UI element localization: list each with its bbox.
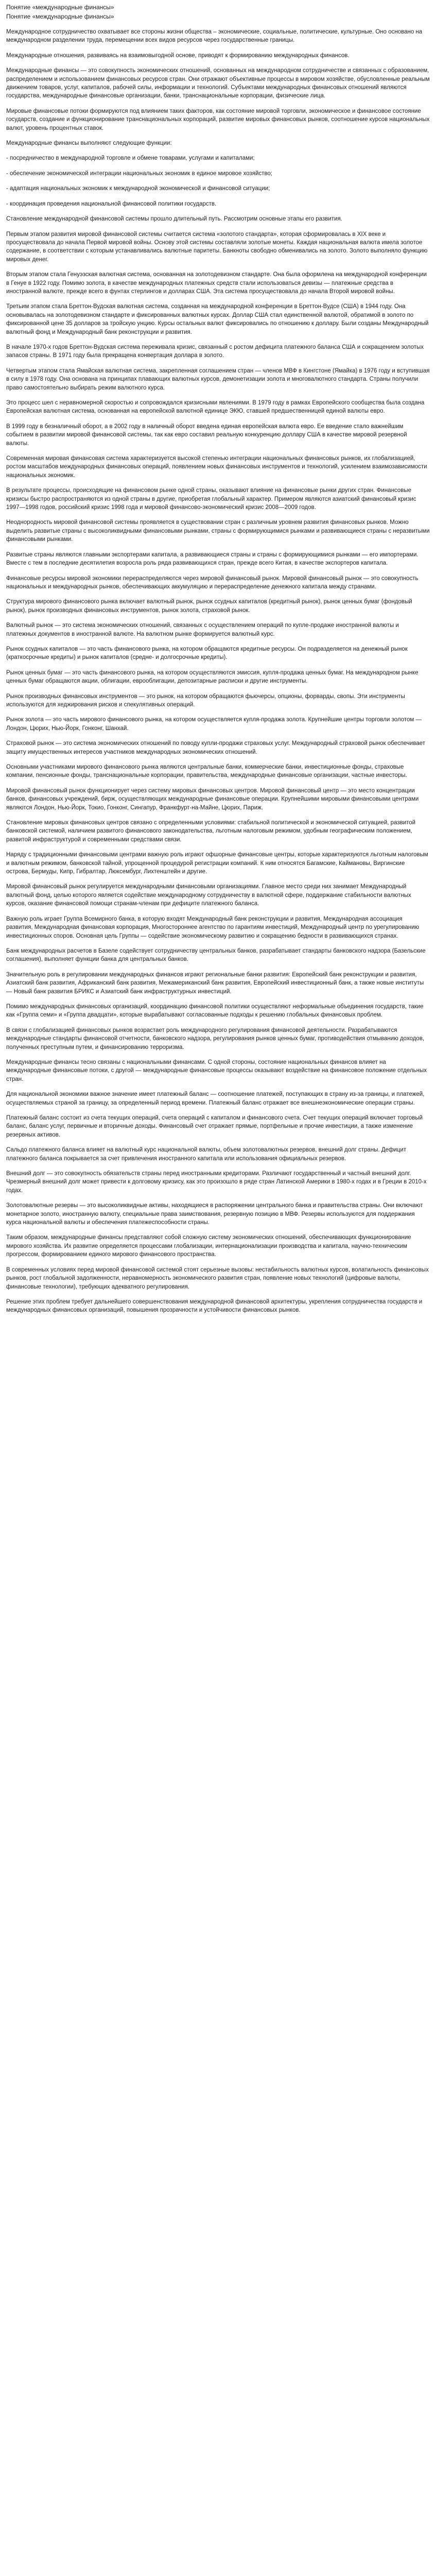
paragraph: Финансовые ресурсы мировой экономики перераспределяются через мировой финансовый рынок. Мировой финансовый рынок — это совокупность национальных и международных рынков, обеспечивающих аккумуляцию и перераспределение денежного капитала между странами. <box>6 575 418 590</box>
paragraph: В современных условиях перед мировой финансовой системой стоят серьезные вызовы: нестабильность валютных курсов, волатильность финансовых рынков, рост глобальной задолженности, неравномерность экономического развития стран, появление новых технологий (цифровые валюты, финансовые технологии), требующих адекватного регулирования. <box>6 1266 429 1290</box>
paragraph: В начале 1970-х годов Бреттон-Вудская система переживала кризис, связанный с ростом дефицита платежного баланса США и сокращением золотых запасов страны. В 1971 году была прекращена конвертация доллара в золото. <box>6 344 424 359</box>
functions-list <box>6 154 430 208</box>
paragraph: Неоднородность мировой финансовой системы проявляется в существовании стран с различным уровнем развития финансовых рынков. Можно выделить развитые страны с высоколиквидными финансовыми рынками, страны с формирующимися рынками и развивающиеся страны с неразвитыми финансовыми рынками. <box>6 519 430 543</box>
paragraph: Международные финансы выполняют следующие функции: <box>6 140 172 147</box>
paragraph: Третьим этапом стала Бреттон-Вудская валютная система, созданная на международной конференции в Бреттон-Вудсе (США) в 1944 году. Она основывалась на золотодевизном стандарте и фиксированных валютных курсах. Доллар США стал единственной валютой, обратимой в золото по фиксированной цене 35 долларов за тройскую унцию. Курсы остальных валют фиксировались по отношению к доллару. Были созданы Международный валютный фонд и Международный банк реконструкции и развития. <box>6 303 429 335</box>
document-page <box>6 3 430 2576</box>
paragraph: Значительную роль в регулировании международных финансов играют региональные банки развития: Европейский банк реконструкции и развития, Азиатский банк развития, Африканский банк развития, Межамериканский банк развития, Европейский инвестиционный банк, а также новые институты — Новый банк развития БРИКС и Азиатский банк инфраструктурных инвестиций. <box>6 971 424 995</box>
paragraph: Рынок ссудных капиталов — это часть финансового рынка, на котором обращаются кредитные ресурсы. Он подразделяется на денежный рынок (краткосрочные кредиты) и рынок капиталов (средне- и долгосрочные кредиты). <box>6 646 408 661</box>
paragraph: Становление мировых финансовых центров связано с определенными условиями: стабильной политической и экономической ситуацией, развитой банковской системой, наличием развитого финансового законодательства, льготным налоговым режимом, удобным географическим положением, развитой инфраструктурой и современными средствами связи. <box>6 820 416 843</box>
paragraph: Современная мировая финансовая система характеризуется высокой степенью интеграции национальных финансовых рынков, их глобализацией, ростом масштабов международных финансовых операций, появлением новых финансовых инструментов и технологий, усилением взаимозависимости национальных экономик. <box>6 455 427 479</box>
paragraph: Внешний долг — это совокупность обязательств страны перед иностранными кредиторами. Различают государственный и частный внешний долг. Чрезмерный внешний долг может привести к долговому кризису, как это произошло в ряде стран Латинской Америки в 1980-х годах и в Греции в 2010-х годах. <box>6 1171 427 1194</box>
paragraph: Платежный баланс состоит из счета текущих операций, счета операций с капиталом и финансового счета. Счет текущих операций включает торговый баланс, баланс услуг, первичные и вторичные доходы. Финансовый счет отражает прямые, портфельные и прочие инвестиции, а также изменение резервных активов. <box>6 1115 423 1138</box>
document-subtitle: Понятие «международные финансы» <box>6 13 114 20</box>
paragraph: Четвертым этапом стала Ямайская валютная система, закрепленная соглашением стран — членов МВФ в Кингстоне (Ямайка) в 1976 году и вступившая в силу в 1978 году. Она основана на принципах плавающих валютных курсов, демонетизации золота и многовалютного стандарта. Страны получили право самостоятельно выбирать режим валютного курса. <box>6 367 430 391</box>
function-item: - обеспечение экономической интеграции национальных экономик в единое мировое хозяйство; <box>6 170 273 177</box>
paragraph: Золотовалютные резервы — это высоколиквидные активы, находящиеся в распоряжении центрального банка и правительства страны. Они включают монетарное золото, иностранную валюту, специальные права заимствования, резервную позицию в МВФ. Резервы используются для поддержания курса национальной валюты и обеспечения платежеспособности страны. <box>6 1202 423 1226</box>
paragraph: В связи с глобализацией финансовых рынков возрастает роль международного регулирования финансовой деятельности. Разрабатываются международные стандарты финансовой отчетности, банковского надзора, регулирования рынков ценных бумаг, противодействия отмыванию доходов, полученных преступным путем, и финансированию терроризма. <box>6 1027 425 1050</box>
paragraph: Международное сотрудничество охватывает все стороны жизни общества – экономические, социальные, политические, культурные. Оно основано на международном разделении труда, перемещении всех видов ресурсов через государственные границы. <box>6 29 423 44</box>
paragraph: Мировой финансовый рынок регулируется международными финансовыми организациями. Главное место среди них занимает Международный валютный фонд, целью которого является содействие международному сотрудничеству в валютной сфере, поддержание стабильности валютных курсов, оказание финансовой помощи странам-членам при дефиците платежного баланса. <box>6 884 411 907</box>
function-item: - координация проведения национальной финансовой политики государств. <box>6 200 217 207</box>
paragraph: Международные финансы — это совокупность экономических отношений, основанных на международном сотрудничестве и связанных с образованием, распределением и использованием финансовых ресурсов стран. Они отражают объективные процессы в мировом хозяйстве, обусловленные реальным движением товаров, услуг, капиталов, рабочей силы, информации и технологий. Субъектами международных финансовых отношений являются государства, международные финансовые организации, банки, транснациональные корпорации, физические лица. <box>6 67 430 99</box>
paragraph: Для национальной экономики важное значение имеет платежный баланс — соотношение платежей, поступающих в страну из-за границы, и платежей, осуществляемых страной за границу, за определенный период времени. Платежный баланс отражает все внешнеэкономические операции страны. <box>6 1091 425 1106</box>
paragraph: Это процесс шел с неравномерной скоростью и сопровождался кризисными явлениями. В 1979 году в рамках Европейского сообщества была создана Европейская валютная система, основанная на европейской валютной единице ЭКЮ, ставшей предшественницей единой валюты евро. <box>6 400 425 415</box>
paragraph: Международные финансы тесно связаны с национальными финансами. С одной стороны, состояние национальных финансов влияет на международные финансовые потоки, с другой — международные финансовые процессы оказывают воздействие на финансовое положение отдельных стран. <box>6 1059 427 1082</box>
paragraph: Развитые страны являются главными экспортерами капитала, а развивающиеся страны и страны с формирующимися рынками — его импортерами. Вместе с тем в последние десятилетия возросла роль ряда развивающихся стран, прежде всего Китая, в качестве экспортеров капитала. <box>6 551 418 567</box>
paragraph: Рынок золота — это часть мирового финансового рынка, на котором осуществляется купля-продажа золота. Крупнейшие центры торговли золотом — Лондон, Цюрих, Нью-Йорк, Гонконг, Шанхай. <box>6 717 422 732</box>
paragraph: Мировые финансовые потоки формируются под влиянием таких факторов, как состояние мировой торговли, экономическое и финансовое состояние государств, создание и функционирование транснациональных корпораций, развитие мировых финансовых рынков, соотношение курсов национальных валют, уровень процентных ставок. <box>6 108 430 131</box>
function-item: - адаптация национальных экономик к международной экономической и финансовой ситуации; <box>6 185 270 192</box>
paragraph: Страховой рынок — это система экономических отношений по поводу купли-продажи страховых услуг. Международный страховой рынок обеспечивает защиту имущественных интересов участников международных экономических отношений. <box>6 740 426 755</box>
paragraph: В 1999 году в безналичный оборот, а в 2002 году в наличный оборот введена единая европейская валюта евро. Ее введение стало важнейшим событием в развитии мировой финансовой системы, так как евро составил реальную конкуренцию доллару США в качестве мировой резервной валюты. <box>6 423 407 447</box>
document-title: Понятие «международные финансы» <box>6 4 114 11</box>
paragraph: Мировой финансовый рынок функционирует через систему мировых финансовых центров. Мировой финансовый центр — это место концентрации банков, финансовых учреждений, бирж, осуществляющих международные финансовые операции. Крупнейшими мировыми финансовыми центрами являются Лондон, Нью-Йорк, Токио, Гонконг, Сингапур, Франкфурт-на-Майне, Цюрих, Париж. <box>6 787 419 811</box>
paragraph: Таким образом, международные финансы представляют собой сложную систему экономических отношений, обеспечивающих функционирование мирового хозяйства. Их развитие определяется процессами глобализации, интернационализации производства и капитала, научно-техническим прогрессом, формированием единого мирового финансового пространства. <box>6 1234 411 1258</box>
paragraph: Основными участниками мирового финансового рынка являются центральные банки, коммерческие банки, инвестиционные фонды, страховые компании, пенсионные фонды, транснациональные корпорации, правительства, международные финансовые организации, частные инвесторы. <box>6 764 407 779</box>
paragraph: Международные отношения, развиваясь на взаимовыгодной основе, приводят к формированию международных финансов. <box>6 52 350 59</box>
paragraph: Валютный рынок — это система экономических отношений, связанных с осуществлением операций по купле-продаже иностранной валюты и платежных документов в иностранной валюте. На валютном рынке формируется валютный курс. <box>6 622 399 637</box>
paragraph: Рынок ценных бумаг — это часть финансового рынка, на котором осуществляются эмиссия, купля-продажа ценных бумаг. На международном рынке ценных бумаг обращаются акции, облигации, еврооблигации, депозитарные расписки и другие инструменты. <box>6 669 418 685</box>
paragraph: Становление международной финансовой системы прошло длительный путь. Рассмотрим основные этапы его развития. <box>6 216 342 223</box>
paragraph: Наряду с традиционными финансовыми центрами важную роль играют офшорные финансовые центры, которые характеризуются льготным налоговым и валютным режимом, банковской тайной, упрощенной процедурой регистрации компаний. К ним относятся Багамские, Каймановы, Виргинские острова, Бермуды, Кипр, Гибралтар, Люксембург, Лихтенштейн и другие. <box>6 852 428 875</box>
paragraph: Структура мирового финансового рынка включает валютный рынок, рынок ссудных капиталов (кредитный рынок), рынок ценных бумаг (фондовый рынок), рынок производных финансовых инструментов, рынок золота, страховой рынок. <box>6 599 412 614</box>
paragraph: Помимо международных финансовых организаций, координацию финансовой политики осуществляют неформальные объединения государств, такие как «Группа семи» и «Группа двадцати», которые вырабатывают согласованные подходы к решению глобальных финансовых проблем. <box>6 1003 424 1019</box>
paragraph: Рынок производных финансовых инструментов — это рынок, на котором обращаются фьючерсы, опционы, форварды, свопы. Эти инструменты используются для хеджирования рисков и спекулятивных операций. <box>6 693 405 708</box>
paragraph: В результате процессы, происходящие на финансовом рынке одной страны, оказывают влияние на финансовые рынки других стран. Финансовые кризисы быстро распространяются из одной страны в другие, приобретая глобальный характер. Примером являются азиатский финансовый кризис 1997—1998 годов, российский кризис 1998 года и мировой финансово-экономический кризис 2008—2009 годов. <box>6 487 416 511</box>
main-section <box>6 215 430 1315</box>
function-item: - посредничество в международной торговле и обмене товарами, услугами и капиталами; <box>6 155 255 162</box>
paragraph: Решение этих проблем требует дальнейшего совершенствования международной финансовой архитектуры, укрепления сотрудничества государств и международных финансовых организаций, повышения прозрачности и устойчивости финансовых рынков. <box>6 1298 423 1314</box>
paragraph: Банк международных расчетов в Базеле содействует сотрудничеству центральных банков, разрабатывает стандарты банковского надзора (Базельские соглашения), выполняет функции банка для центральных банков. <box>6 947 426 963</box>
paragraph: Сальдо платежного баланса влияет на валютный курс национальной валюты, объем золотовалютных резервов, внешний долг страны. Дефицит платежного баланса покрывается за счет привлечения иностранного капитала или использования официальных резервов. <box>6 1147 407 1162</box>
paragraph: Первым этапом развития мировой финансовой системы считается система «золотого стандарта», которая сформировалась в XIX веке и просуществовала до начала Первой мировой войны. Основу этой системы составляли золотые монеты. Каждая национальная валюта имела золотое содержание, в соответствии с которым устанавливались валютные паритеты. Банкноты свободно обменивались на золото. Золото выполняло функцию мировых денег. <box>6 231 428 263</box>
intro-section <box>6 28 430 147</box>
paragraph: Вторым этапом стала Генуэзская валютная система, основанная на золотодевизном стандарте. Она была оформлена на международной конференции в Генуе в 1922 году. Помимо золота, в качестве международных платежных средств стали использоваться девизы — платежные средства в иностранной валюте, прежде всего в фунтах стерлингов и долларах США. Эта система просуществовала до начала Второй мировой войны. <box>6 272 427 295</box>
paragraph: Важную роль играет Группа Всемирного банка, в которую входят Международный банк реконструкции и развития, Международная ассоциация развития, Международная финансовая корпорация, Многостороннее агентство по гарантиям инвестиций, Международный центр по урегулированию инвестиционных споров. Основная цель Группы — содействие экономическому развитию и сокращению бедности в развивающихся странах. <box>6 916 420 939</box>
